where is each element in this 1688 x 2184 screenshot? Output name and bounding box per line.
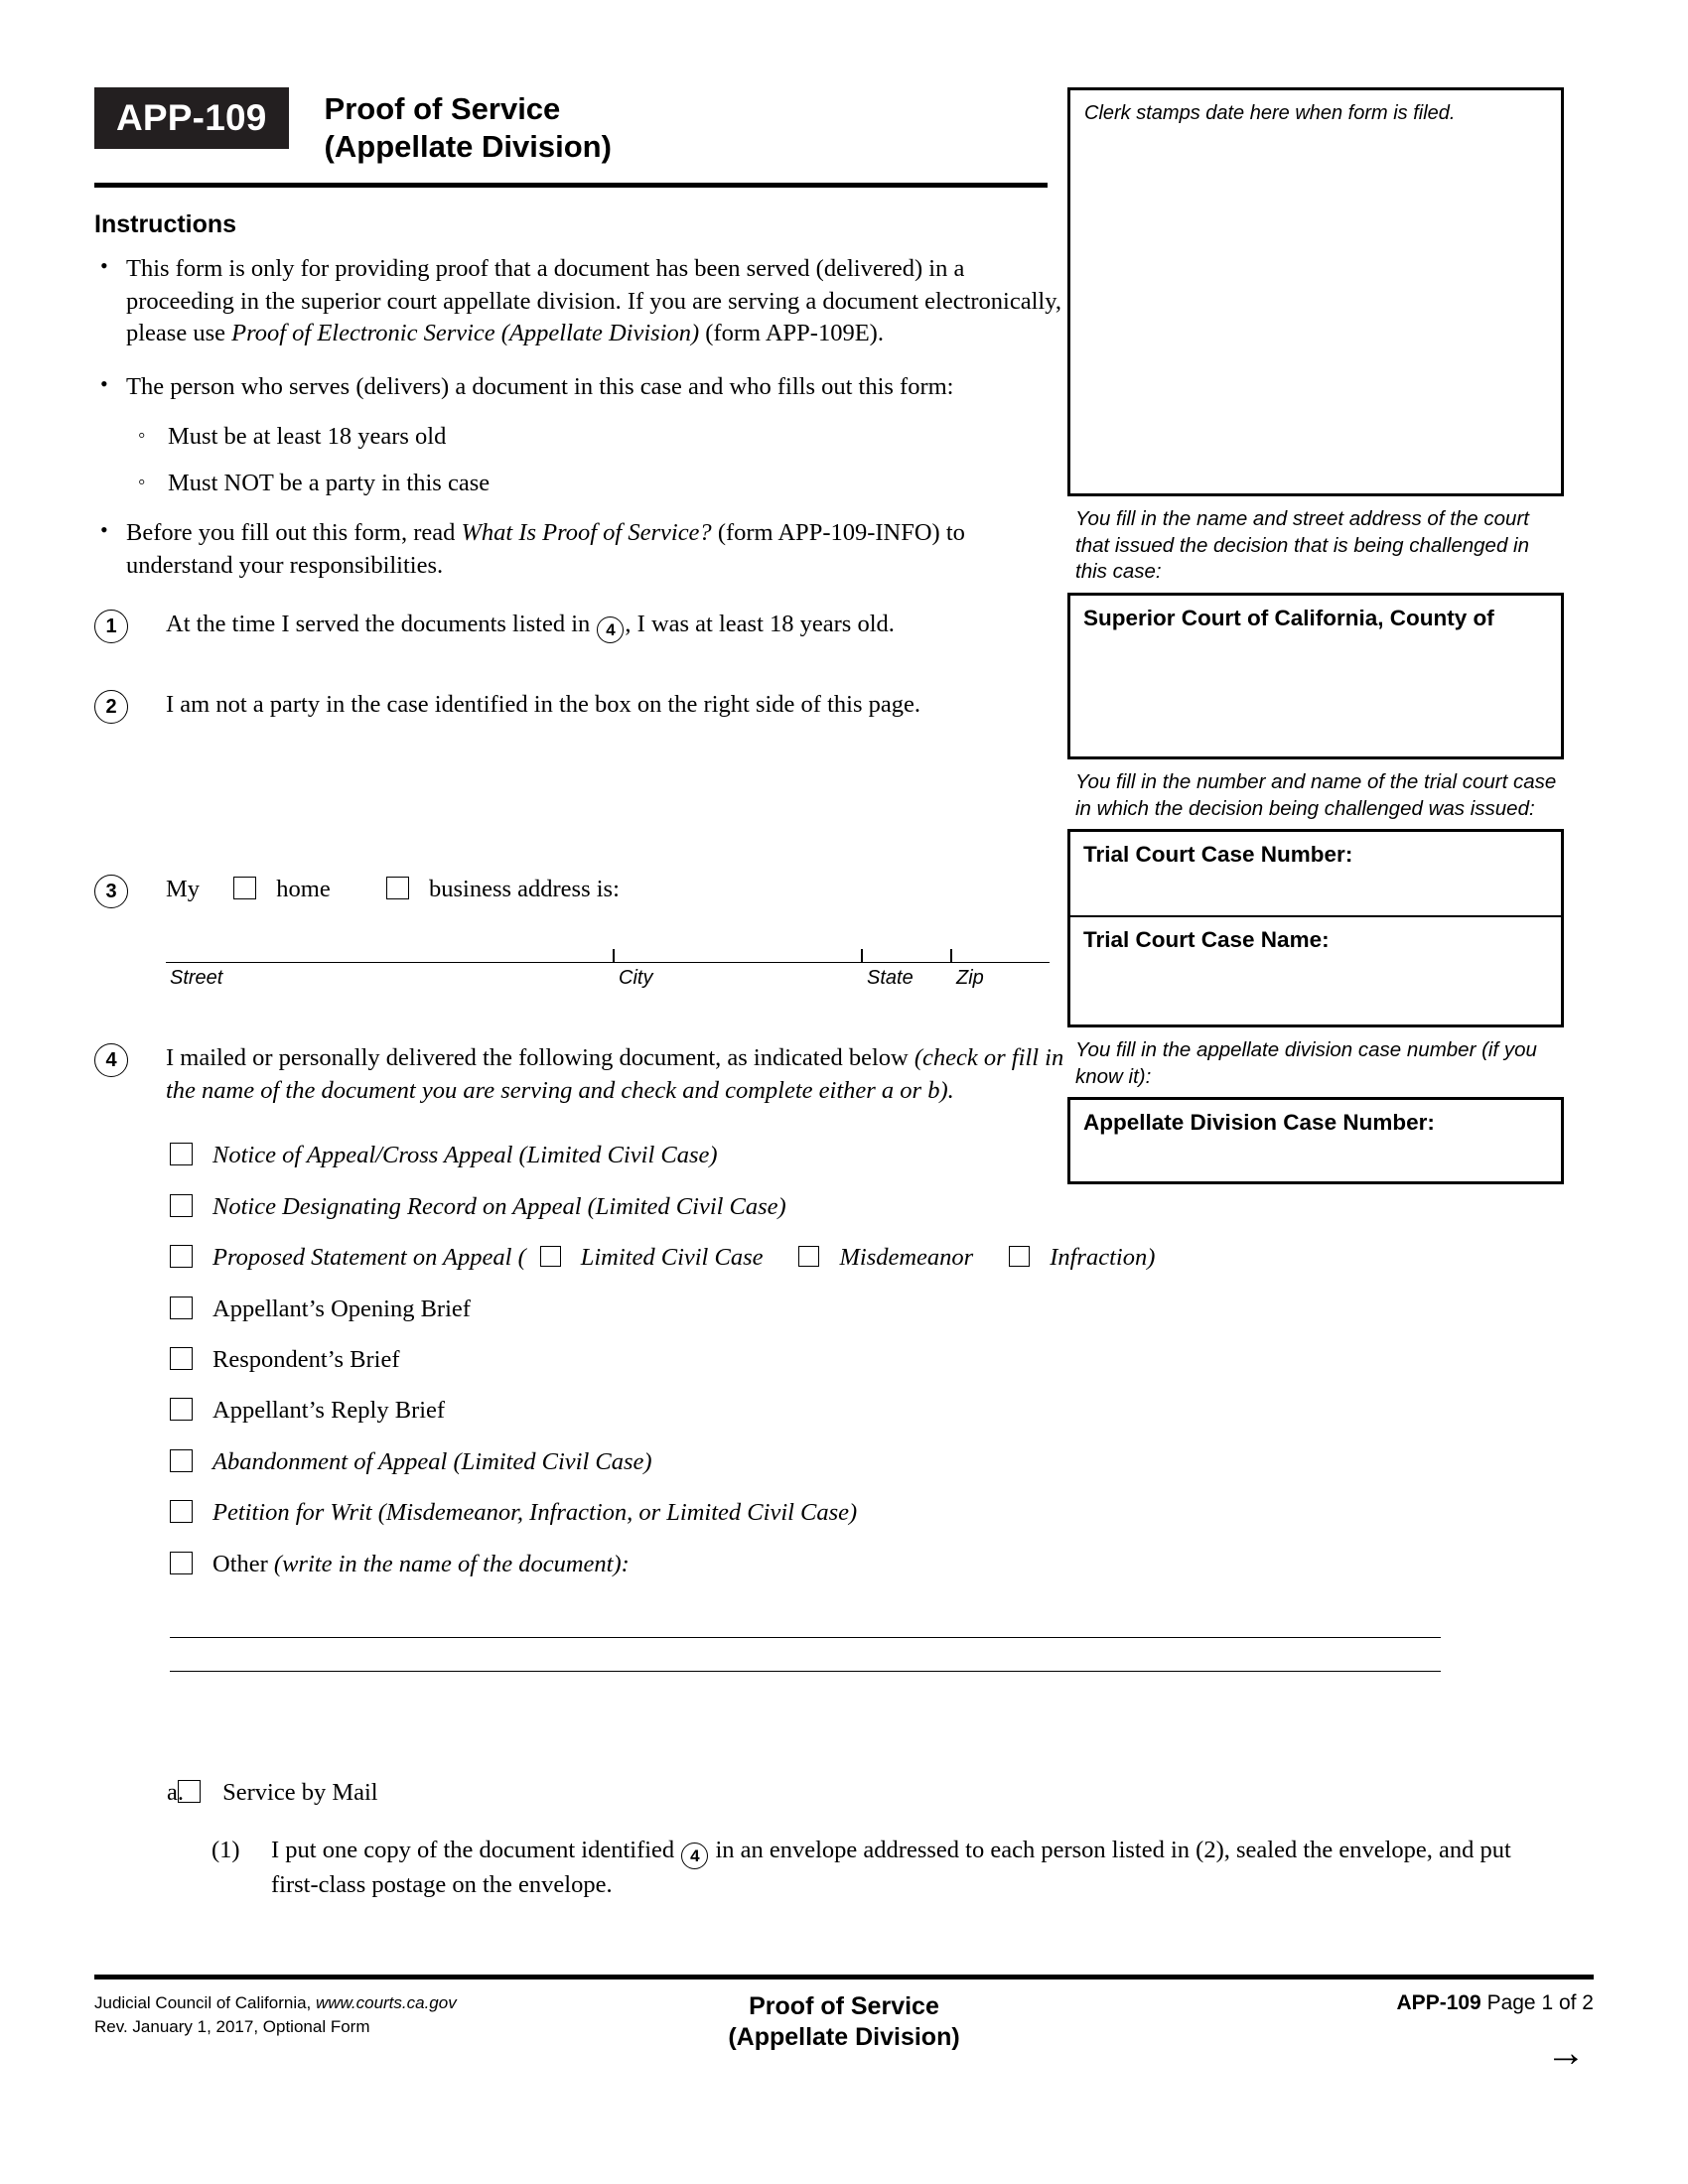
checkbox-abandonment-of-appeal[interactable] bbox=[170, 1449, 193, 1472]
service-by-mail-section bbox=[94, 1777, 1534, 1902]
label-zip: Zip bbox=[956, 966, 984, 989]
document-option-row bbox=[170, 1396, 1097, 1425]
footer-form-title bbox=[94, 1991, 1594, 2054]
form-title-line-1: Proof of Service bbox=[324, 91, 561, 126]
checkbox-proposed-limited-civil[interactable] bbox=[540, 1246, 561, 1267]
document-option-row bbox=[170, 1192, 1097, 1221]
item-1-number: 1 bbox=[94, 610, 128, 643]
clerk-stamp-note: Clerk stamps date here when form is filed. bbox=[1084, 102, 1456, 124]
document-option-row bbox=[170, 1295, 1097, 1323]
instruction-sub-bullets bbox=[94, 421, 1062, 499]
court-box-caption: You fill in the name and street address of the court that issued the decision that is being challenged in this case: bbox=[1075, 507, 1530, 584]
checkbox-petition-for-writ[interactable] bbox=[170, 1500, 193, 1523]
footer-title-line-1: Proof of Service bbox=[749, 1992, 939, 2020]
document-option-row bbox=[170, 1498, 1097, 1527]
instruction-bullet-3 bbox=[94, 517, 1062, 582]
trial-court-case-name-box[interactable] bbox=[1067, 916, 1564, 1027]
item-1-text-part-1: At the time I served the documents listed in bbox=[166, 610, 597, 637]
bullet-3-form-name: What Is Proof of Service? bbox=[461, 519, 712, 547]
appellate-division-case-number-box[interactable] bbox=[1067, 1097, 1564, 1184]
footer-revision-line: Rev. January 1, 2017, Optional Form bbox=[94, 2017, 370, 2037]
footer-page-info bbox=[1397, 1991, 1594, 2015]
trial-court-case-number-box[interactable] bbox=[1067, 829, 1564, 916]
address-tick-zip bbox=[950, 949, 952, 962]
label-notice-designating-record: Notice Designating Record on Appeal (Limited Civil Case) bbox=[212, 1192, 786, 1220]
label-state: State bbox=[867, 966, 914, 989]
service-a1-marker: (1) bbox=[211, 1836, 240, 1863]
item-4-number: 4 bbox=[94, 1043, 128, 1077]
label-service-by-mail: Service by Mail bbox=[222, 1779, 378, 1806]
trial-court-caption: You fill in the number and name of the trial court case in which the decision being challenged was issued: bbox=[1075, 769, 1557, 820]
label-home-address: home bbox=[276, 876, 331, 902]
other-document-line-2[interactable] bbox=[170, 1638, 1441, 1672]
next-page-arrow-icon: → bbox=[1546, 2031, 1586, 2075]
item-4-instruction: (check or fill in the name of the document you are serving and check and complete either a or b). bbox=[166, 1044, 1064, 1104]
item-3-prefix: My bbox=[166, 876, 201, 902]
appellate-division-case-number-label: Appellate Division Case Number: bbox=[1083, 1110, 1435, 1136]
checkbox-appellants-opening-brief[interactable] bbox=[170, 1297, 193, 1319]
label-city: City bbox=[619, 966, 653, 989]
document-checkbox-list bbox=[94, 1141, 1156, 1578]
form-number-badge: APP-109 bbox=[94, 87, 289, 149]
trial-court-case-name-label: Trial Court Case Name: bbox=[1083, 927, 1330, 953]
trial-court-case-number-label: Trial Court Case Number: bbox=[1083, 842, 1353, 868]
checkbox-proposed-infraction[interactable] bbox=[1009, 1246, 1030, 1267]
form-item-2 bbox=[94, 689, 1062, 722]
service-a-sub-item-1 bbox=[94, 1835, 1534, 1902]
footer-page-number: Page 1 of 2 bbox=[1480, 1991, 1594, 2014]
service-a1-text-part-2: in an envelope addressed to each person listed in (2), sealed the envelope, and put first-class postage on the envelope. bbox=[271, 1836, 1511, 1898]
service-a-marker: a. bbox=[167, 1779, 184, 1806]
superior-court-label: Superior Court of California, County of bbox=[1083, 605, 1494, 630]
appellate-case-caption: You fill in the appellate division case number (if you know it): bbox=[1075, 1038, 1537, 1088]
label-notice-of-appeal: Notice of Appeal/Cross Appeal (Limited Civil Case) bbox=[212, 1142, 718, 1169]
checkbox-business-address[interactable] bbox=[386, 877, 409, 899]
item-3-row bbox=[94, 874, 1062, 906]
document-option-row bbox=[170, 1447, 1097, 1476]
checkbox-respondents-brief[interactable] bbox=[170, 1347, 193, 1370]
item-2-text: I am not a party in the case identified in the box on the right side of this page. bbox=[166, 690, 920, 718]
clerk-stamp-box bbox=[1067, 87, 1564, 496]
footer-form-number: APP-109 bbox=[1396, 1991, 1481, 2014]
item-1-text-part-2: , I was at least 18 years old. bbox=[625, 610, 895, 637]
document-option-row bbox=[170, 1550, 1097, 1578]
page-title bbox=[325, 87, 612, 166]
form-title-line-2: (Appellate Division) bbox=[324, 128, 612, 164]
label-proposed-misdemeanor: Misdemeanor bbox=[839, 1244, 974, 1272]
checkbox-appellants-reply-brief[interactable] bbox=[170, 1398, 193, 1421]
instructions-block bbox=[94, 253, 1062, 721]
form-item-3 bbox=[94, 874, 1062, 997]
instruction-bullet-1 bbox=[94, 253, 1062, 350]
footer-website-url: www.courts.ca.gov bbox=[316, 1993, 457, 2012]
label-street: Street bbox=[170, 966, 223, 989]
label-proposed-limited-civil: Limited Civil Case bbox=[580, 1244, 764, 1272]
page-footer bbox=[94, 1985, 1594, 2105]
checkbox-proposed-statement[interactable] bbox=[170, 1245, 193, 1268]
label-proposed-infraction: Infraction) bbox=[1050, 1244, 1156, 1272]
item-4-text: I mailed or personally delivered the following document, as indicated below bbox=[166, 1044, 914, 1071]
item-2-number: 2 bbox=[94, 690, 128, 724]
other-document-line-1[interactable] bbox=[170, 1604, 1441, 1638]
item-1-reference-4: 4 bbox=[597, 616, 624, 643]
label-appellants-reply-brief: Appellant’s Reply Brief bbox=[212, 1397, 446, 1425]
footer-divider bbox=[94, 1975, 1594, 1979]
label-proposed-statement: Proposed Statement on Appeal ( bbox=[212, 1244, 526, 1272]
service-a1-reference-4: 4 bbox=[681, 1843, 708, 1869]
label-appellants-opening-brief: Appellant’s Opening Brief bbox=[212, 1295, 471, 1322]
address-field-labels bbox=[166, 967, 1050, 997]
checkbox-home-address[interactable] bbox=[233, 877, 256, 899]
bullet-1-form-name: Proof of Electronic Service (Appellate Division) bbox=[231, 320, 700, 347]
form-item-4 bbox=[94, 1042, 1156, 1672]
superior-court-box[interactable] bbox=[1067, 593, 1564, 759]
address-input-line[interactable] bbox=[166, 962, 1050, 997]
checkbox-other-document[interactable] bbox=[170, 1552, 193, 1574]
label-petition-for-writ: Petition for Writ (Misdemeanor, Infraction, or Limited Civil Case) bbox=[212, 1499, 858, 1527]
label-respondents-brief: Respondent’s Brief bbox=[212, 1345, 400, 1373]
address-tick-state bbox=[861, 949, 863, 962]
checkbox-proposed-misdemeanor[interactable] bbox=[798, 1246, 819, 1267]
label-business-address: business address is: bbox=[428, 876, 620, 902]
label-other-instruction: (write in the name of the document): bbox=[273, 1550, 630, 1577]
instructions-heading: Instructions bbox=[94, 210, 237, 238]
address-tick-city bbox=[613, 949, 615, 962]
bullet-1-text-part-1: This form is only for providing proof that a document has been served (delivered) in a proceeding in the superior court appellate division. If you are serving a document electronically, please use bbox=[126, 255, 1062, 347]
footer-title-line-2: (Appellate Division) bbox=[728, 2023, 960, 2052]
form-item-1 bbox=[94, 609, 1062, 643]
label-abandonment-of-appeal: Abandonment of Appeal (Limited Civil Case) bbox=[212, 1447, 652, 1475]
header-divider bbox=[94, 183, 1048, 188]
checkbox-notice-designating-record[interactable] bbox=[170, 1194, 193, 1217]
bullet-3-text-part-2: (form APP-109-INFO) to understand your responsibilities. bbox=[126, 519, 965, 579]
bullet-3-text-part-1: Before you fill out this form, read bbox=[126, 519, 462, 547]
service-option-a bbox=[94, 1777, 1534, 1809]
instruction-bullet-2: • The person who serves (delivers) a document in this case and who fills out this form: bbox=[94, 371, 1062, 404]
label-other-document: Other bbox=[212, 1550, 274, 1577]
sub-bullet-age: ◦ Must be at least 18 years old bbox=[94, 421, 1062, 454]
document-option-row bbox=[170, 1345, 1097, 1374]
document-option-row bbox=[170, 1141, 1097, 1169]
checkbox-notice-of-appeal[interactable] bbox=[170, 1143, 193, 1165]
address-rule bbox=[166, 962, 1050, 963]
sub-bullet-not-party: ◦ Must NOT be a party in this case bbox=[94, 468, 1062, 500]
other-document-write-in-area bbox=[94, 1604, 1097, 1672]
document-option-row bbox=[170, 1243, 1156, 1272]
right-column bbox=[1067, 87, 1564, 1184]
form-header bbox=[94, 87, 1048, 166]
item-4-intro bbox=[94, 1042, 1097, 1107]
bullet-1-text-part-2: (form APP-109E). bbox=[699, 320, 884, 347]
item-3-number: 3 bbox=[94, 875, 128, 908]
footer-council-text: Judicial Council of California, bbox=[94, 1993, 316, 2012]
service-a1-text-part-1: I put one copy of the document identified bbox=[271, 1836, 681, 1863]
